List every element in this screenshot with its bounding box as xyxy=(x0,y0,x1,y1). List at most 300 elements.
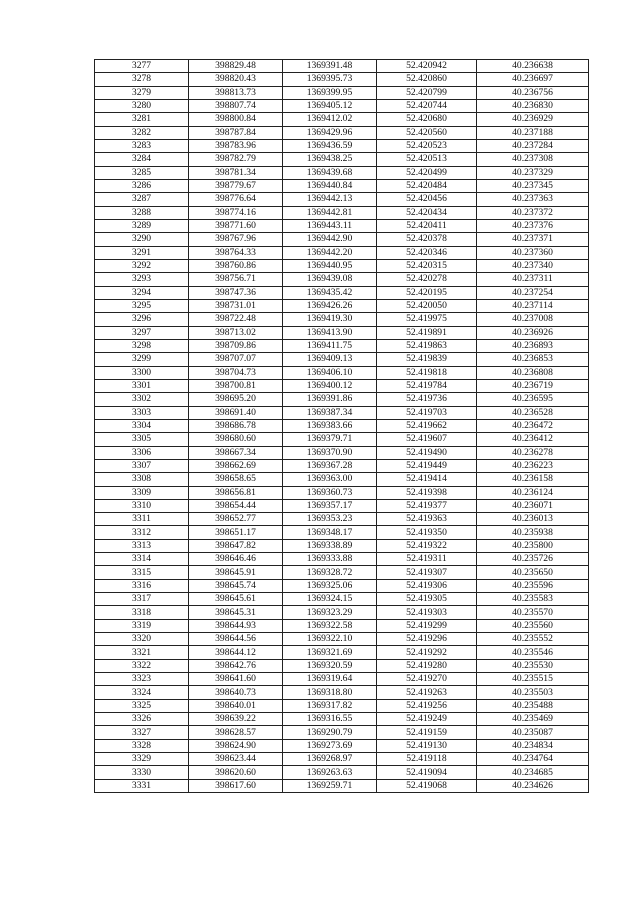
latitude-cell: 52.420484 xyxy=(377,179,477,192)
latitude-cell: 52.419292 xyxy=(377,646,477,659)
y-coordinate-cell: 1369324.15 xyxy=(283,593,377,606)
latitude-cell: 52.419490 xyxy=(377,446,477,459)
table-row xyxy=(95,313,589,326)
longitude-cell: 40.234685 xyxy=(477,766,589,779)
longitude-cell: 40.237311 xyxy=(477,273,589,286)
table-row xyxy=(95,526,589,539)
latitude-cell: 52.419363 xyxy=(377,513,477,526)
x-coordinate-cell: 398779.67 xyxy=(189,179,283,192)
longitude-cell: 40.236412 xyxy=(477,433,589,446)
y-coordinate-cell: 1369259.71 xyxy=(283,779,377,792)
point-id-cell: 3302 xyxy=(95,393,189,406)
latitude-cell: 52.420411 xyxy=(377,219,477,232)
point-id-cell: 3303 xyxy=(95,406,189,419)
x-coordinate-cell: 398639.22 xyxy=(189,713,283,726)
table-row xyxy=(95,366,589,379)
y-coordinate-cell: 1369439.08 xyxy=(283,273,377,286)
point-id-cell: 3315 xyxy=(95,566,189,579)
y-coordinate-cell: 1369387.34 xyxy=(283,406,377,419)
y-coordinate-cell: 1369409.13 xyxy=(283,353,377,366)
point-id-cell: 3331 xyxy=(95,779,189,792)
latitude-cell: 52.419414 xyxy=(377,473,477,486)
latitude-cell: 52.419863 xyxy=(377,339,477,352)
x-coordinate-cell: 398624.90 xyxy=(189,739,283,752)
point-id-cell: 3300 xyxy=(95,366,189,379)
longitude-cell: 40.236158 xyxy=(477,473,589,486)
x-coordinate-cell: 398707.07 xyxy=(189,353,283,366)
latitude-cell: 52.419449 xyxy=(377,459,477,472)
point-id-cell: 3310 xyxy=(95,499,189,512)
latitude-cell: 52.419299 xyxy=(377,619,477,632)
latitude-cell: 52.419818 xyxy=(377,366,477,379)
point-id-cell: 3330 xyxy=(95,766,189,779)
latitude-cell: 52.419784 xyxy=(377,379,477,392)
longitude-cell: 40.235552 xyxy=(477,633,589,646)
point-id-cell: 3301 xyxy=(95,379,189,392)
x-coordinate-cell: 398651.17 xyxy=(189,526,283,539)
table-row xyxy=(95,406,589,419)
x-coordinate-cell: 398767.96 xyxy=(189,233,283,246)
y-coordinate-cell: 1369429.96 xyxy=(283,126,377,139)
latitude-cell: 52.419306 xyxy=(377,579,477,592)
latitude-cell: 52.419296 xyxy=(377,633,477,646)
x-coordinate-cell: 398829.48 xyxy=(189,60,283,73)
point-id-cell: 3287 xyxy=(95,193,189,206)
x-coordinate-cell: 398642.76 xyxy=(189,659,283,672)
latitude-cell: 52.419118 xyxy=(377,753,477,766)
table-row xyxy=(95,659,589,672)
table-row xyxy=(95,219,589,232)
longitude-cell: 40.237114 xyxy=(477,299,589,312)
table-row xyxy=(95,539,589,552)
table-row xyxy=(95,566,589,579)
x-coordinate-cell: 398644.56 xyxy=(189,633,283,646)
latitude-cell: 52.419377 xyxy=(377,499,477,512)
x-coordinate-cell: 398680.60 xyxy=(189,433,283,446)
table-row xyxy=(95,126,589,139)
x-coordinate-cell: 398667.34 xyxy=(189,446,283,459)
latitude-cell: 52.420378 xyxy=(377,233,477,246)
longitude-cell: 40.236124 xyxy=(477,486,589,499)
x-coordinate-cell: 398645.31 xyxy=(189,606,283,619)
table-row xyxy=(95,606,589,619)
longitude-cell: 40.237329 xyxy=(477,166,589,179)
point-id-cell: 3324 xyxy=(95,686,189,699)
point-id-cell: 3292 xyxy=(95,259,189,272)
table-row xyxy=(95,459,589,472)
y-coordinate-cell: 1369338.89 xyxy=(283,539,377,552)
y-coordinate-cell: 1369405.12 xyxy=(283,99,377,112)
x-coordinate-cell: 398782.79 xyxy=(189,153,283,166)
longitude-cell: 40.235938 xyxy=(477,526,589,539)
longitude-cell: 40.235650 xyxy=(477,566,589,579)
x-coordinate-cell: 398623.44 xyxy=(189,753,283,766)
point-id-cell: 3311 xyxy=(95,513,189,526)
latitude-cell: 52.419305 xyxy=(377,593,477,606)
table-row xyxy=(95,233,589,246)
point-id-cell: 3284 xyxy=(95,153,189,166)
y-coordinate-cell: 1369443.11 xyxy=(283,219,377,232)
y-coordinate-cell: 1369360.73 xyxy=(283,486,377,499)
point-id-cell: 3321 xyxy=(95,646,189,659)
longitude-cell: 40.234626 xyxy=(477,779,589,792)
y-coordinate-cell: 1369333.88 xyxy=(283,553,377,566)
latitude-cell: 52.419398 xyxy=(377,486,477,499)
longitude-cell: 40.235570 xyxy=(477,606,589,619)
latitude-cell: 52.420523 xyxy=(377,139,477,152)
latitude-cell: 52.419094 xyxy=(377,766,477,779)
latitude-cell: 52.420680 xyxy=(377,113,477,126)
longitude-cell: 40.236528 xyxy=(477,406,589,419)
point-id-cell: 3316 xyxy=(95,579,189,592)
longitude-cell: 40.235800 xyxy=(477,539,589,552)
table-row xyxy=(95,433,589,446)
point-id-cell: 3283 xyxy=(95,139,189,152)
point-id-cell: 3326 xyxy=(95,713,189,726)
table-row xyxy=(95,619,589,632)
x-coordinate-cell: 398646.46 xyxy=(189,553,283,566)
coordinates-table-body xyxy=(95,60,589,793)
y-coordinate-cell: 1369442.90 xyxy=(283,233,377,246)
longitude-cell: 40.237371 xyxy=(477,233,589,246)
longitude-cell: 40.237254 xyxy=(477,286,589,299)
latitude-cell: 52.419322 xyxy=(377,539,477,552)
table-row xyxy=(95,699,589,712)
table-row xyxy=(95,686,589,699)
point-id-cell: 3295 xyxy=(95,299,189,312)
latitude-cell: 52.420513 xyxy=(377,153,477,166)
table-row xyxy=(95,673,589,686)
longitude-cell: 40.237360 xyxy=(477,246,589,259)
y-coordinate-cell: 1369263.63 xyxy=(283,766,377,779)
point-id-cell: 3281 xyxy=(95,113,189,126)
longitude-cell: 40.236472 xyxy=(477,419,589,432)
table-row xyxy=(95,153,589,166)
x-coordinate-cell: 398756.71 xyxy=(189,273,283,286)
y-coordinate-cell: 1369383.66 xyxy=(283,419,377,432)
x-coordinate-cell: 398645.74 xyxy=(189,579,283,592)
y-coordinate-cell: 1369353.23 xyxy=(283,513,377,526)
table-row xyxy=(95,113,589,126)
table-row xyxy=(95,446,589,459)
longitude-cell: 40.236929 xyxy=(477,113,589,126)
point-id-cell: 3327 xyxy=(95,726,189,739)
longitude-cell: 40.237308 xyxy=(477,153,589,166)
latitude-cell: 52.419350 xyxy=(377,526,477,539)
point-id-cell: 3328 xyxy=(95,739,189,752)
x-coordinate-cell: 398617.60 xyxy=(189,779,283,792)
point-id-cell: 3291 xyxy=(95,246,189,259)
table-row xyxy=(95,326,589,339)
x-coordinate-cell: 398781.34 xyxy=(189,166,283,179)
table-row xyxy=(95,646,589,659)
longitude-cell: 40.237340 xyxy=(477,259,589,272)
longitude-cell: 40.235546 xyxy=(477,646,589,659)
table-row xyxy=(95,473,589,486)
point-id-cell: 3290 xyxy=(95,233,189,246)
y-coordinate-cell: 1369419.30 xyxy=(283,313,377,326)
latitude-cell: 52.419159 xyxy=(377,726,477,739)
latitude-cell: 52.419736 xyxy=(377,393,477,406)
latitude-cell: 52.420799 xyxy=(377,86,477,99)
longitude-cell: 40.236719 xyxy=(477,379,589,392)
x-coordinate-cell: 398645.91 xyxy=(189,566,283,579)
x-coordinate-cell: 398813.73 xyxy=(189,86,283,99)
y-coordinate-cell: 1369379.71 xyxy=(283,433,377,446)
x-coordinate-cell: 398760.86 xyxy=(189,259,283,272)
longitude-cell: 40.236638 xyxy=(477,60,589,73)
y-coordinate-cell: 1369367.28 xyxy=(283,459,377,472)
longitude-cell: 40.237345 xyxy=(477,179,589,192)
x-coordinate-cell: 398640.01 xyxy=(189,699,283,712)
y-coordinate-cell: 1369323.29 xyxy=(283,606,377,619)
y-coordinate-cell: 1369440.95 xyxy=(283,259,377,272)
x-coordinate-cell: 398644.93 xyxy=(189,619,283,632)
point-id-cell: 3293 xyxy=(95,273,189,286)
longitude-cell: 40.237284 xyxy=(477,139,589,152)
x-coordinate-cell: 398647.82 xyxy=(189,539,283,552)
table-row xyxy=(95,633,589,646)
latitude-cell: 52.419607 xyxy=(377,433,477,446)
y-coordinate-cell: 1369363.00 xyxy=(283,473,377,486)
table-row xyxy=(95,139,589,152)
longitude-cell: 40.236595 xyxy=(477,393,589,406)
y-coordinate-cell: 1369322.10 xyxy=(283,633,377,646)
point-id-cell: 3318 xyxy=(95,606,189,619)
longitude-cell: 40.237376 xyxy=(477,219,589,232)
longitude-cell: 40.236808 xyxy=(477,366,589,379)
latitude-cell: 52.419263 xyxy=(377,686,477,699)
x-coordinate-cell: 398800.84 xyxy=(189,113,283,126)
longitude-cell: 40.236830 xyxy=(477,99,589,112)
latitude-cell: 52.420278 xyxy=(377,273,477,286)
point-id-cell: 3289 xyxy=(95,219,189,232)
table-row xyxy=(95,193,589,206)
x-coordinate-cell: 398704.73 xyxy=(189,366,283,379)
point-id-cell: 3278 xyxy=(95,73,189,86)
y-coordinate-cell: 1369395.73 xyxy=(283,73,377,86)
x-coordinate-cell: 398695.20 xyxy=(189,393,283,406)
y-coordinate-cell: 1369391.86 xyxy=(283,393,377,406)
point-id-cell: 3323 xyxy=(95,673,189,686)
longitude-cell: 40.235530 xyxy=(477,659,589,672)
longitude-cell: 40.237363 xyxy=(477,193,589,206)
table-row xyxy=(95,579,589,592)
point-id-cell: 3305 xyxy=(95,433,189,446)
longitude-cell: 40.236071 xyxy=(477,499,589,512)
latitude-cell: 52.420315 xyxy=(377,259,477,272)
y-coordinate-cell: 1369442.20 xyxy=(283,246,377,259)
latitude-cell: 52.419280 xyxy=(377,659,477,672)
latitude-cell: 52.420560 xyxy=(377,126,477,139)
table-row xyxy=(95,553,589,566)
y-coordinate-cell: 1369399.95 xyxy=(283,86,377,99)
y-coordinate-cell: 1369316.55 xyxy=(283,713,377,726)
point-id-cell: 3322 xyxy=(95,659,189,672)
point-id-cell: 3280 xyxy=(95,99,189,112)
y-coordinate-cell: 1369357.17 xyxy=(283,499,377,512)
latitude-cell: 52.419130 xyxy=(377,739,477,752)
y-coordinate-cell: 1369290.79 xyxy=(283,726,377,739)
y-coordinate-cell: 1369439.68 xyxy=(283,166,377,179)
table-row xyxy=(95,60,589,73)
table-row xyxy=(95,779,589,792)
longitude-cell: 40.237188 xyxy=(477,126,589,139)
y-coordinate-cell: 1369413.90 xyxy=(283,326,377,339)
y-coordinate-cell: 1369319.64 xyxy=(283,673,377,686)
table-row xyxy=(95,99,589,112)
longitude-cell: 40.236278 xyxy=(477,446,589,459)
point-id-cell: 3298 xyxy=(95,339,189,352)
latitude-cell: 52.419270 xyxy=(377,673,477,686)
point-id-cell: 3288 xyxy=(95,206,189,219)
table-row xyxy=(95,206,589,219)
longitude-cell: 40.235560 xyxy=(477,619,589,632)
latitude-cell: 52.420942 xyxy=(377,60,477,73)
y-coordinate-cell: 1369370.90 xyxy=(283,446,377,459)
x-coordinate-cell: 398722.48 xyxy=(189,313,283,326)
table-row xyxy=(95,286,589,299)
y-coordinate-cell: 1369328.72 xyxy=(283,566,377,579)
y-coordinate-cell: 1369440.84 xyxy=(283,179,377,192)
point-id-cell: 3312 xyxy=(95,526,189,539)
latitude-cell: 52.420860 xyxy=(377,73,477,86)
latitude-cell: 52.420744 xyxy=(377,99,477,112)
latitude-cell: 52.420499 xyxy=(377,166,477,179)
coordinates-table xyxy=(94,59,589,793)
point-id-cell: 3329 xyxy=(95,753,189,766)
latitude-cell: 52.419703 xyxy=(377,406,477,419)
x-coordinate-cell: 398658.65 xyxy=(189,473,283,486)
table-row xyxy=(95,593,589,606)
table-row xyxy=(95,273,589,286)
longitude-cell: 40.234764 xyxy=(477,753,589,766)
longitude-cell: 40.235488 xyxy=(477,699,589,712)
point-id-cell: 3314 xyxy=(95,553,189,566)
y-coordinate-cell: 1369317.82 xyxy=(283,699,377,712)
table-row xyxy=(95,499,589,512)
x-coordinate-cell: 398662.69 xyxy=(189,459,283,472)
x-coordinate-cell: 398700.81 xyxy=(189,379,283,392)
y-coordinate-cell: 1369320.59 xyxy=(283,659,377,672)
table-row xyxy=(95,353,589,366)
point-id-cell: 3286 xyxy=(95,179,189,192)
latitude-cell: 52.419839 xyxy=(377,353,477,366)
y-coordinate-cell: 1369348.17 xyxy=(283,526,377,539)
x-coordinate-cell: 398645.61 xyxy=(189,593,283,606)
x-coordinate-cell: 398641.60 xyxy=(189,673,283,686)
longitude-cell: 40.236926 xyxy=(477,326,589,339)
point-id-cell: 3294 xyxy=(95,286,189,299)
y-coordinate-cell: 1369436.59 xyxy=(283,139,377,152)
x-coordinate-cell: 398652.77 xyxy=(189,513,283,526)
point-id-cell: 3308 xyxy=(95,473,189,486)
table-row xyxy=(95,179,589,192)
latitude-cell: 52.420050 xyxy=(377,299,477,312)
x-coordinate-cell: 398731.01 xyxy=(189,299,283,312)
point-id-cell: 3319 xyxy=(95,619,189,632)
table-row xyxy=(95,766,589,779)
latitude-cell: 52.420195 xyxy=(377,286,477,299)
longitude-cell: 40.236013 xyxy=(477,513,589,526)
point-id-cell: 3299 xyxy=(95,353,189,366)
latitude-cell: 52.419256 xyxy=(377,699,477,712)
y-coordinate-cell: 1369438.25 xyxy=(283,153,377,166)
y-coordinate-cell: 1369400.12 xyxy=(283,379,377,392)
latitude-cell: 52.420346 xyxy=(377,246,477,259)
latitude-cell: 52.419307 xyxy=(377,566,477,579)
table-row xyxy=(95,86,589,99)
latitude-cell: 52.419249 xyxy=(377,713,477,726)
longitude-cell: 40.235583 xyxy=(477,593,589,606)
table-row xyxy=(95,339,589,352)
longitude-cell: 40.237372 xyxy=(477,206,589,219)
x-coordinate-cell: 398776.64 xyxy=(189,193,283,206)
point-id-cell: 3325 xyxy=(95,699,189,712)
point-id-cell: 3320 xyxy=(95,633,189,646)
latitude-cell: 52.420434 xyxy=(377,206,477,219)
y-coordinate-cell: 1369406.10 xyxy=(283,366,377,379)
longitude-cell: 40.236223 xyxy=(477,459,589,472)
x-coordinate-cell: 398640.73 xyxy=(189,686,283,699)
longitude-cell: 40.235469 xyxy=(477,713,589,726)
x-coordinate-cell: 398747.36 xyxy=(189,286,283,299)
longitude-cell: 40.236756 xyxy=(477,86,589,99)
y-coordinate-cell: 1369411.75 xyxy=(283,339,377,352)
latitude-cell: 52.419303 xyxy=(377,606,477,619)
y-coordinate-cell: 1369426.26 xyxy=(283,299,377,312)
y-coordinate-cell: 1369268.97 xyxy=(283,753,377,766)
point-id-cell: 3297 xyxy=(95,326,189,339)
x-coordinate-cell: 398771.60 xyxy=(189,219,283,232)
table-row xyxy=(95,299,589,312)
x-coordinate-cell: 398774.16 xyxy=(189,206,283,219)
longitude-cell: 40.237008 xyxy=(477,313,589,326)
table-row xyxy=(95,379,589,392)
latitude-cell: 52.419662 xyxy=(377,419,477,432)
x-coordinate-cell: 398787.84 xyxy=(189,126,283,139)
point-id-cell: 3296 xyxy=(95,313,189,326)
table-row xyxy=(95,726,589,739)
point-id-cell: 3282 xyxy=(95,126,189,139)
x-coordinate-cell: 398709.86 xyxy=(189,339,283,352)
table-row xyxy=(95,73,589,86)
table-row xyxy=(95,246,589,259)
x-coordinate-cell: 398620.60 xyxy=(189,766,283,779)
table-row xyxy=(95,259,589,272)
x-coordinate-cell: 398764.33 xyxy=(189,246,283,259)
point-id-cell: 3306 xyxy=(95,446,189,459)
y-coordinate-cell: 1369325.06 xyxy=(283,579,377,592)
point-id-cell: 3304 xyxy=(95,419,189,432)
y-coordinate-cell: 1369318.80 xyxy=(283,686,377,699)
longitude-cell: 40.234834 xyxy=(477,739,589,752)
x-coordinate-cell: 398713.02 xyxy=(189,326,283,339)
longitude-cell: 40.235503 xyxy=(477,686,589,699)
y-coordinate-cell: 1369391.48 xyxy=(283,60,377,73)
table-row xyxy=(95,513,589,526)
x-coordinate-cell: 398628.57 xyxy=(189,726,283,739)
longitude-cell: 40.236853 xyxy=(477,353,589,366)
point-id-cell: 3277 xyxy=(95,60,189,73)
x-coordinate-cell: 398820.43 xyxy=(189,73,283,86)
table-row xyxy=(95,753,589,766)
longitude-cell: 40.235087 xyxy=(477,726,589,739)
longitude-cell: 40.236697 xyxy=(477,73,589,86)
latitude-cell: 52.419975 xyxy=(377,313,477,326)
x-coordinate-cell: 398807.74 xyxy=(189,99,283,112)
longitude-cell: 40.235726 xyxy=(477,553,589,566)
